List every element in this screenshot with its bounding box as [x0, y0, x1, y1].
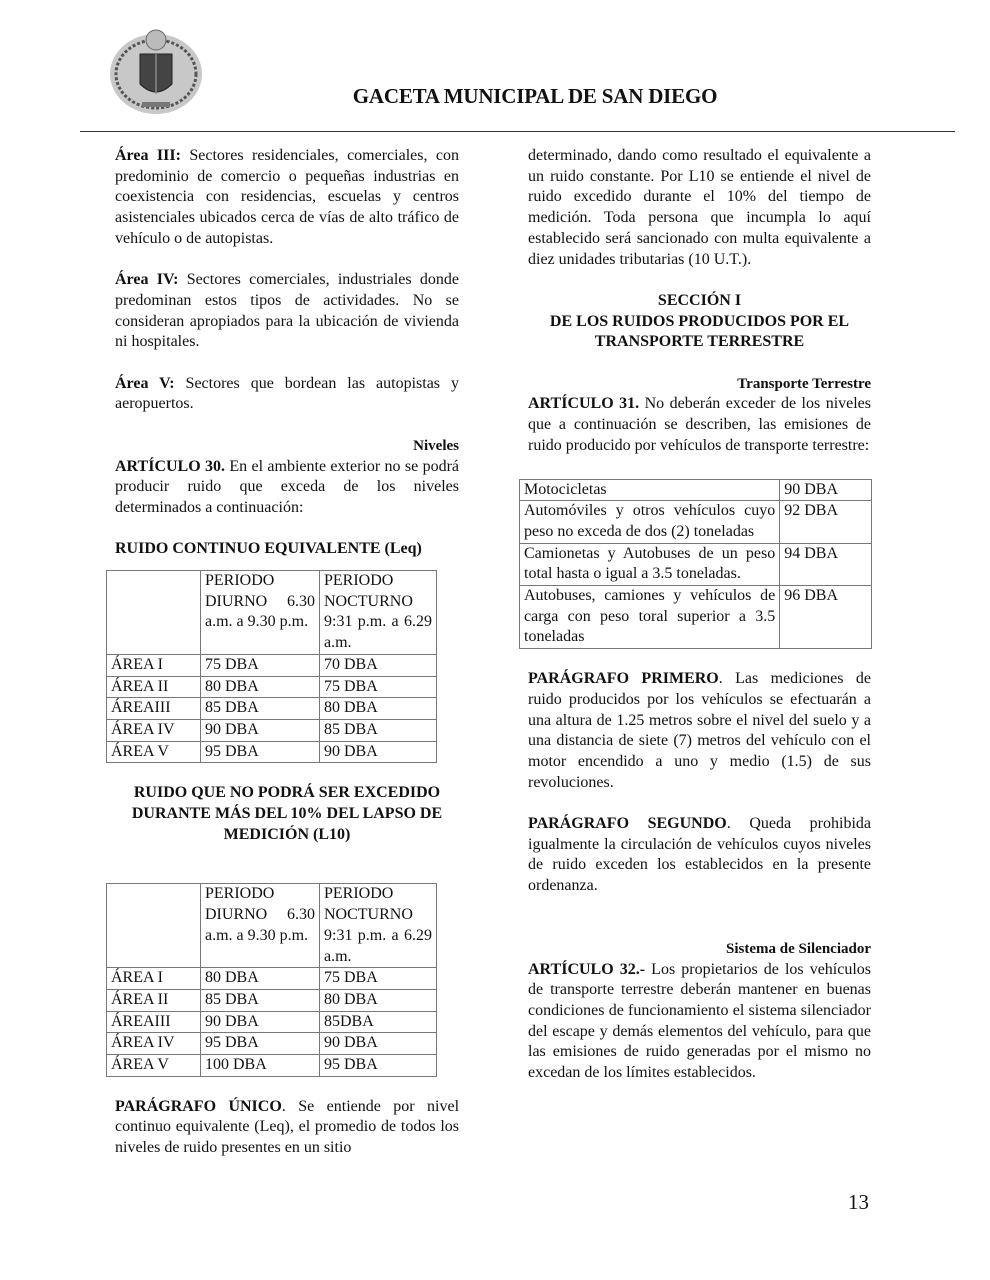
- table-row: Autobuses, camiones y vehículos de carga con peso toral superior a 3.5 toneladas 96 DBA: [520, 586, 872, 649]
- table-row: Motocicletas 90 DBA: [520, 479, 872, 501]
- art31-side-label: Transporte Terrestre: [737, 375, 871, 392]
- gazette-title: GACETA MUNICIPAL DE SAN DIEGO: [352, 84, 718, 108]
- right-column: [524, 146, 872, 1084]
- article-30-paragraph: ARTÍCULO 30. En el ambiente exterior no se podrá producir ruido que exceda de los niveles determinados a continuación:: [115, 457, 460, 516]
- paragrafo-segundo: PARÁGRAFO SEGUNDO. Queda prohibida igualmente la circulación de vehículos cuyos niveles de ruido exceden los establecidos en la presente ordenanza.: [528, 815, 872, 895]
- art30-side-label: Niveles: [413, 437, 459, 454]
- section-subtitle: DE LOS RUIDOS PRODUCIDOS POR EL TRANSPORTE TERRESTRE: [549, 312, 850, 351]
- section-title: SECCIÓN I: [657, 291, 742, 309]
- article-31-paragraph: ARTÍCULO 31. No deberán exceder de los niveles que a continuación se describen, las emisiones de ruido producido por vehículos de transporte terrestre:: [528, 395, 872, 454]
- continuation-paragraph: determinado, dando como resultado el equivalente a un ruido constante. Por L10 se entiende el nivel de ruido excedido durante el 10% del tiempo de medición. Toda persona que incumpla lo aquí establecido será sancionado con multa equivalente a diez unidades tributarias (10 U.T.).: [528, 147, 871, 268]
- page-number: 13: [848, 1190, 869, 1214]
- table-row: ÁREA V 95 DBA 90 DBA: [107, 741, 437, 763]
- table-row: ÁREA V 100 DBA 95 DBA: [107, 1055, 437, 1077]
- paragrafo-unico: PARÁGRAFO ÚNICO. Se entiende por nivel continuo equivalente (Leq), el promedio de todos los niveles de ruido presentes en un sitio: [115, 1097, 460, 1157]
- area-5-paragraph: Área V: Sectores que bordean las autopistas y aeropuertos.: [115, 374, 460, 413]
- vehicle-noise-table: [519, 479, 872, 650]
- l10-table: [106, 883, 437, 1076]
- table-row: ÁREA II 80 DBA 75 DBA: [107, 676, 437, 698]
- header-divider: [80, 131, 955, 132]
- table-row: ÁREA I 80 DBA 75 DBA: [107, 968, 437, 990]
- table-row: Camionetas y Autobuses de un peso total hasta o igual a 3.5 toneladas. 94 DBA: [520, 543, 872, 585]
- table-row: ÁREA II 85 DBA 80 DBA: [107, 989, 437, 1011]
- table-row: ÁREA IV 95 DBA 90 DBA: [107, 1033, 437, 1055]
- table-row: ÁREA IV 90 DBA 85 DBA: [107, 719, 437, 741]
- area-4-paragraph: Área IV: Sectores comerciales, industriales donde predominan estos tipos de actividades. No se consideran apropiados para la ubicación de vivienda ni hospitales.: [115, 271, 460, 351]
- leq-title: RUIDO CONTINUO EQUIVALENTE (Leq): [115, 540, 422, 558]
- leq-table: [106, 570, 437, 763]
- l10-title: RUIDO QUE NO PODRÁ SER EXCEDIDO DURANTE MÁS DEL 10% DEL LAPSO DE MEDICIÓN (L10): [131, 784, 443, 843]
- left-column: [111, 146, 460, 1159]
- area-3-paragraph: Área III: Sectores residenciales, comerciales, con predominio de comercio o pequeñas industrias en coexistencia con residencias, escuelas y centros asistenciales ubicados cerca de vías de alto tráfico de vehículo o de autopistas.: [115, 147, 459, 247]
- table-row: ÁREAIII 85 DBA 80 DBA: [107, 698, 437, 720]
- table-header-row: PERIODO DIURNO 6.30 a.m. a 9.30 p.m. PERIODO NOCTURNO 9:31 p.m. a 6.29 a.m.: [107, 571, 437, 655]
- article-32-paragraph: ARTÍCULO 32.- Los propietarios de los vehículos de transporte terrestre deberán mantener en buenas condiciones de funcionamiento el sistema silenciador del escape y demás elementos del vehículo, para que las emisiones de ruido generadas por el mismo no excedan de los límites establecidos.: [528, 960, 872, 1082]
- table-header-row: PERIODO DIURNO 6.30 a.m. a 9.30 p.m. PERIODO NOCTURNO 9:31 p.m. a 6.29 a.m.: [107, 884, 437, 968]
- art32-side-label: Sistema de Silenciador: [726, 940, 871, 957]
- table-row: Automóviles y otros vehículos cuyo peso no exceda de dos (2) toneladas 92 DBA: [520, 501, 872, 543]
- table-row: ÁREAIII 90 DBA 85DBA: [107, 1011, 437, 1033]
- table-row: ÁREA I 75 DBA 70 DBA: [107, 654, 437, 676]
- paragrafo-primero: PARÁGRAFO PRIMERO. Las mediciones de ruido producidos por los vehículos se efectuarán a una altura de 1.25 metros sobre el nivel del suelo y a una distancia de siete (7) metros del vehículo con el motor encendido a uno y medio (1.5) de sus revoluciones.: [528, 670, 871, 791]
